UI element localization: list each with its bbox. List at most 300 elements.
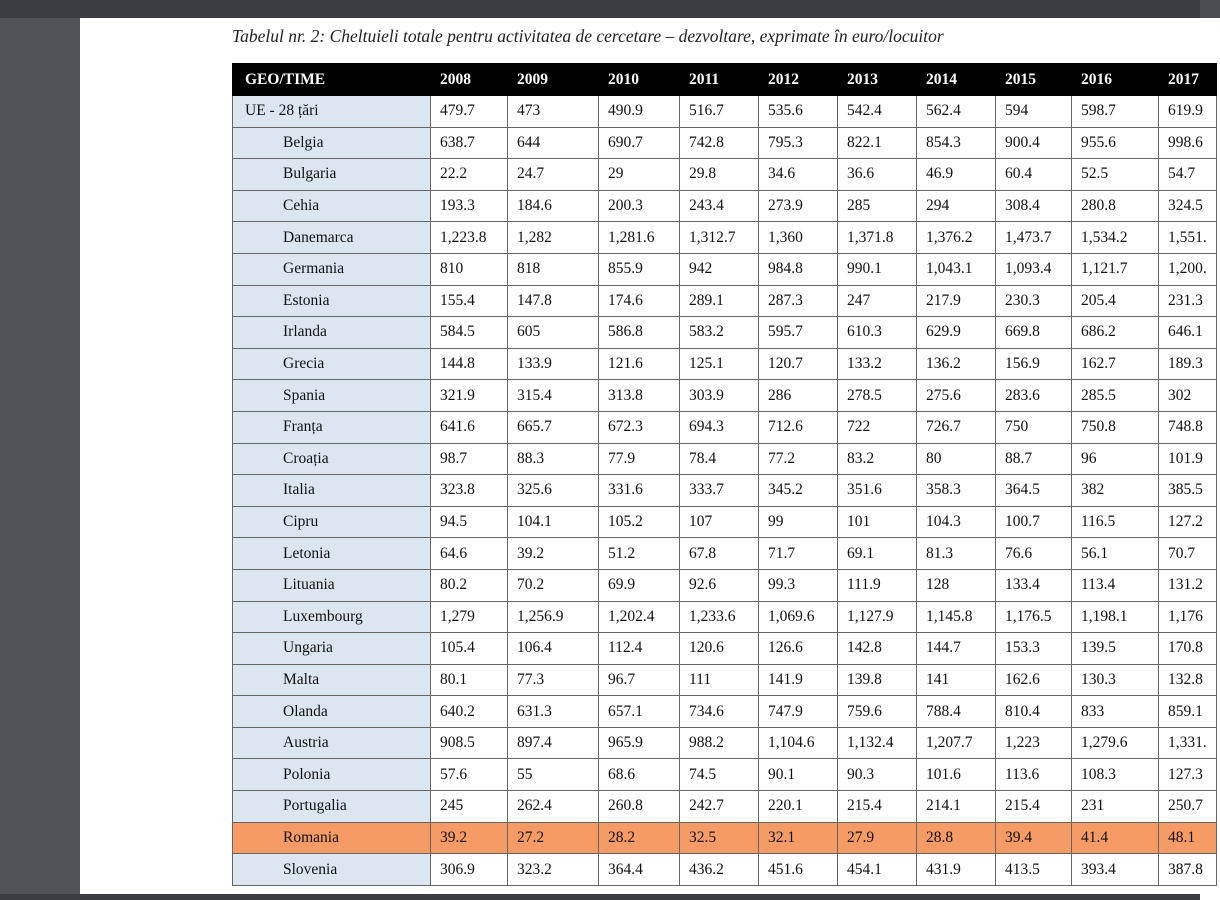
value-cell: 29 (599, 159, 680, 191)
value-cell: 99.3 (759, 569, 838, 601)
value-cell: 141 (917, 664, 996, 696)
header-year: 2013 (838, 64, 917, 96)
value-cell: 285.5 (1072, 380, 1159, 412)
value-cell: 60.4 (996, 159, 1072, 191)
value-cell: 351.6 (838, 475, 917, 507)
header-year: 2008 (431, 64, 508, 96)
value-cell: 516.7 (680, 96, 759, 128)
table-row (233, 253, 1217, 285)
value-cell: 586.8 (599, 317, 680, 349)
value-cell: 139.5 (1072, 633, 1159, 665)
value-cell: 155.4 (431, 285, 508, 317)
value-cell: 96 (1072, 443, 1159, 475)
value-cell: 247 (838, 285, 917, 317)
value-cell: 750.8 (1072, 411, 1159, 443)
value-cell: 385.5 (1159, 475, 1217, 507)
value-cell: 854.3 (917, 127, 996, 159)
country-cell: Cipru (233, 506, 431, 538)
value-cell: 1,223.8 (431, 222, 508, 254)
value-cell: 333.7 (680, 475, 759, 507)
value-cell: 90.1 (759, 759, 838, 791)
value-cell: 120.6 (680, 633, 759, 665)
table-row (233, 822, 1217, 854)
country-cell: Bulgaria (233, 159, 431, 191)
country-cell: Portugalia (233, 791, 431, 823)
value-cell: 387.8 (1159, 854, 1217, 886)
value-cell: 345.2 (759, 475, 838, 507)
value-cell: 153.3 (996, 633, 1072, 665)
value-cell: 1,312.7 (680, 222, 759, 254)
value-cell: 245 (431, 791, 508, 823)
value-cell: 1,551. (1159, 222, 1217, 254)
value-cell: 908.5 (431, 727, 508, 759)
value-cell: 24.7 (508, 159, 599, 191)
value-cell: 822.1 (838, 127, 917, 159)
value-cell: 121.6 (599, 348, 680, 380)
value-cell: 1,282 (508, 222, 599, 254)
value-cell: 473 (508, 96, 599, 128)
table-body (233, 96, 1217, 886)
country-cell: Estonia (233, 285, 431, 317)
value-cell: 722 (838, 411, 917, 443)
value-cell: 583.2 (680, 317, 759, 349)
value-cell: 562.4 (917, 96, 996, 128)
value-cell: 382 (1072, 475, 1159, 507)
value-cell: 57.6 (431, 759, 508, 791)
country-cell: Irlanda (233, 317, 431, 349)
viewer-toolbar (0, 0, 1200, 18)
value-cell: 96.7 (599, 664, 680, 696)
value-cell: 105.2 (599, 506, 680, 538)
value-cell: 125.1 (680, 348, 759, 380)
value-cell: 1,256.9 (508, 601, 599, 633)
table-row (233, 601, 1217, 633)
value-cell: 669.8 (996, 317, 1072, 349)
value-cell: 990.1 (838, 253, 917, 285)
value-cell: 726.7 (917, 411, 996, 443)
table-row (233, 696, 1217, 728)
value-cell: 795.3 (759, 127, 838, 159)
value-cell: 128 (917, 569, 996, 601)
value-cell: 28.2 (599, 822, 680, 854)
header-year: 2015 (996, 64, 1072, 96)
value-cell: 984.8 (759, 253, 838, 285)
value-cell: 358.3 (917, 475, 996, 507)
header-year: 2014 (917, 64, 996, 96)
value-cell: 280.8 (1072, 190, 1159, 222)
country-cell: Olanda (233, 696, 431, 728)
value-cell: 83.2 (838, 443, 917, 475)
value-cell: 955.6 (1072, 127, 1159, 159)
value-cell: 393.4 (1072, 854, 1159, 886)
value-cell: 644 (508, 127, 599, 159)
value-cell: 734.6 (680, 696, 759, 728)
value-cell: 230.3 (996, 285, 1072, 317)
value-cell: 108.3 (1072, 759, 1159, 791)
value-cell: 242.7 (680, 791, 759, 823)
value-cell: 127.3 (1159, 759, 1217, 791)
value-cell: 81.3 (917, 538, 996, 570)
country-cell: Danemarca (233, 222, 431, 254)
table-row (233, 569, 1217, 601)
value-cell: 215.4 (996, 791, 1072, 823)
value-cell: 174.6 (599, 285, 680, 317)
value-cell: 289.1 (680, 285, 759, 317)
value-cell: 113.4 (1072, 569, 1159, 601)
value-cell: 810.4 (996, 696, 1072, 728)
value-cell: 742.8 (680, 127, 759, 159)
value-cell: 364.4 (599, 854, 680, 886)
value-cell: 942 (680, 253, 759, 285)
value-cell: 189.3 (1159, 348, 1217, 380)
value-cell: 535.6 (759, 96, 838, 128)
value-cell: 52.5 (1072, 159, 1159, 191)
value-cell: 88.3 (508, 443, 599, 475)
value-cell: 231 (1072, 791, 1159, 823)
value-cell: 113.6 (996, 759, 1072, 791)
value-cell: 136.2 (917, 348, 996, 380)
value-cell: 1,473.7 (996, 222, 1072, 254)
table-caption: Tabelul nr. 2: Cheltuieli totale pentru activitatea de cercetare – dezvoltare, exprimate în euro/locuitor (232, 26, 944, 46)
value-cell: 364.5 (996, 475, 1072, 507)
value-cell: 686.2 (1072, 317, 1159, 349)
viewer-bottom-bar (0, 894, 1200, 900)
value-cell: 193.3 (431, 190, 508, 222)
value-cell: 965.9 (599, 727, 680, 759)
value-cell: 479.7 (431, 96, 508, 128)
value-cell: 111.9 (838, 569, 917, 601)
value-cell: 657.1 (599, 696, 680, 728)
value-cell: 1,200. (1159, 253, 1217, 285)
value-cell: 80.2 (431, 569, 508, 601)
country-cell: Belgia (233, 127, 431, 159)
value-cell: 32.1 (759, 822, 838, 854)
value-cell: 101.9 (1159, 443, 1217, 475)
value-cell: 1,223 (996, 727, 1072, 759)
table-row (233, 633, 1217, 665)
table-row (233, 538, 1217, 570)
value-cell: 595.7 (759, 317, 838, 349)
value-cell: 139.8 (838, 664, 917, 696)
value-cell: 131.2 (1159, 569, 1217, 601)
country-cell: Germania (233, 253, 431, 285)
value-cell: 542.4 (838, 96, 917, 128)
value-cell: 69.1 (838, 538, 917, 570)
value-cell: 897.4 (508, 727, 599, 759)
value-cell: 36.6 (838, 159, 917, 191)
value-cell: 1,279 (431, 601, 508, 633)
table-row (233, 380, 1217, 412)
table-row (233, 127, 1217, 159)
country-cell: Luxembourg (233, 601, 431, 633)
value-cell: 147.8 (508, 285, 599, 317)
value-cell: 594 (996, 96, 1072, 128)
value-cell: 34.6 (759, 159, 838, 191)
value-cell: 324.5 (1159, 190, 1217, 222)
value-cell: 1,043.1 (917, 253, 996, 285)
value-cell: 55 (508, 759, 599, 791)
value-cell: 162.6 (996, 664, 1072, 696)
country-cell: Polonia (233, 759, 431, 791)
value-cell: 200.3 (599, 190, 680, 222)
country-cell: Lituania (233, 569, 431, 601)
value-cell: 262.4 (508, 791, 599, 823)
value-cell: 285 (838, 190, 917, 222)
value-cell: 748.8 (1159, 411, 1217, 443)
value-cell: 1,132.4 (838, 727, 917, 759)
value-cell: 619.9 (1159, 96, 1217, 128)
table-row (233, 443, 1217, 475)
value-cell: 51.2 (599, 538, 680, 570)
value-cell: 92.6 (680, 569, 759, 601)
value-cell: 144.7 (917, 633, 996, 665)
value-cell: 1,279.6 (1072, 727, 1159, 759)
value-cell: 101.6 (917, 759, 996, 791)
value-cell: 641.6 (431, 411, 508, 443)
value-cell: 712.6 (759, 411, 838, 443)
value-cell: 286 (759, 380, 838, 412)
header-year: 2016 (1072, 64, 1159, 96)
value-cell: 98.7 (431, 443, 508, 475)
value-cell: 431.9 (917, 854, 996, 886)
value-cell: 107 (680, 506, 759, 538)
value-cell: 294 (917, 190, 996, 222)
value-cell: 1,104.6 (759, 727, 838, 759)
value-cell: 598.7 (1072, 96, 1159, 128)
value-cell: 1,534.2 (1072, 222, 1159, 254)
table-row (233, 854, 1217, 886)
country-cell: Croația (233, 443, 431, 475)
value-cell: 988.2 (680, 727, 759, 759)
value-cell: 133.4 (996, 569, 1072, 601)
value-cell: 308.4 (996, 190, 1072, 222)
value-cell: 323.2 (508, 854, 599, 886)
country-cell: Malta (233, 664, 431, 696)
value-cell: 46.9 (917, 159, 996, 191)
value-cell: 629.9 (917, 317, 996, 349)
value-cell: 220.1 (759, 791, 838, 823)
value-cell: 133.9 (508, 348, 599, 380)
value-cell: 104.3 (917, 506, 996, 538)
value-cell: 217.9 (917, 285, 996, 317)
value-cell: 78.4 (680, 443, 759, 475)
country-cell: Romania (233, 822, 431, 854)
value-cell: 132.8 (1159, 664, 1217, 696)
value-cell: 99 (759, 506, 838, 538)
value-cell: 27.9 (838, 822, 917, 854)
value-cell: 71.7 (759, 538, 838, 570)
value-cell: 127.2 (1159, 506, 1217, 538)
value-cell: 29.8 (680, 159, 759, 191)
value-cell: 631.3 (508, 696, 599, 728)
value-cell: 1,176.5 (996, 601, 1072, 633)
value-cell: 451.6 (759, 854, 838, 886)
value-cell: 275.6 (917, 380, 996, 412)
table-row (233, 664, 1217, 696)
value-cell: 1,069.6 (759, 601, 838, 633)
expenditure-table (232, 63, 1217, 886)
value-cell: 638.7 (431, 127, 508, 159)
value-cell: 28.8 (917, 822, 996, 854)
value-cell: 77.9 (599, 443, 680, 475)
header-year: 2012 (759, 64, 838, 96)
value-cell: 287.3 (759, 285, 838, 317)
value-cell: 694.3 (680, 411, 759, 443)
value-cell: 133.2 (838, 348, 917, 380)
value-cell: 130.3 (1072, 664, 1159, 696)
value-cell: 325.6 (508, 475, 599, 507)
value-cell: 70.2 (508, 569, 599, 601)
header-year: 2011 (680, 64, 759, 96)
table-row (233, 190, 1217, 222)
value-cell: 759.6 (838, 696, 917, 728)
value-cell: 303.9 (680, 380, 759, 412)
value-cell: 278.5 (838, 380, 917, 412)
value-cell: 413.5 (996, 854, 1072, 886)
value-cell: 818 (508, 253, 599, 285)
value-cell: 120.7 (759, 348, 838, 380)
value-cell: 1,376.2 (917, 222, 996, 254)
value-cell: 112.4 (599, 633, 680, 665)
value-cell: 80 (917, 443, 996, 475)
value-cell: 39.2 (431, 822, 508, 854)
value-cell: 690.7 (599, 127, 680, 159)
value-cell: 788.4 (917, 696, 996, 728)
value-cell: 54.7 (1159, 159, 1217, 191)
value-cell: 436.2 (680, 854, 759, 886)
value-cell: 810 (431, 253, 508, 285)
value-cell: 80.1 (431, 664, 508, 696)
header-year: 2017 (1159, 64, 1217, 96)
value-cell: 94.5 (431, 506, 508, 538)
value-cell: 77.2 (759, 443, 838, 475)
value-cell: 665.7 (508, 411, 599, 443)
value-cell: 68.6 (599, 759, 680, 791)
country-cell: Italia (233, 475, 431, 507)
country-cell: Letonia (233, 538, 431, 570)
value-cell: 260.8 (599, 791, 680, 823)
country-cell: Grecia (233, 348, 431, 380)
value-cell: 116.5 (1072, 506, 1159, 538)
value-cell: 41.4 (1072, 822, 1159, 854)
value-cell: 48.1 (1159, 822, 1217, 854)
value-cell: 1,281.6 (599, 222, 680, 254)
value-cell: 323.8 (431, 475, 508, 507)
value-cell: 142.8 (838, 633, 917, 665)
value-cell: 243.4 (680, 190, 759, 222)
value-cell: 750 (996, 411, 1072, 443)
value-cell: 1,331. (1159, 727, 1217, 759)
header-year: 2010 (599, 64, 680, 96)
value-cell: 156.9 (996, 348, 1072, 380)
value-cell: 141.9 (759, 664, 838, 696)
value-cell: 283.6 (996, 380, 1072, 412)
country-cell: Ungaria (233, 633, 431, 665)
value-cell: 454.1 (838, 854, 917, 886)
value-cell: 306.9 (431, 854, 508, 886)
table-row (233, 159, 1217, 191)
value-cell: 1,371.8 (838, 222, 917, 254)
country-cell: Austria (233, 727, 431, 759)
table-header-row (233, 64, 1217, 96)
value-cell: 1,360 (759, 222, 838, 254)
table-row (233, 727, 1217, 759)
value-cell: 69.9 (599, 569, 680, 601)
table-row (233, 285, 1217, 317)
value-cell: 32.5 (680, 822, 759, 854)
value-cell: 1,207.7 (917, 727, 996, 759)
value-cell: 610.3 (838, 317, 917, 349)
table-row (233, 475, 1217, 507)
country-cell: Spania (233, 380, 431, 412)
value-cell: 747.9 (759, 696, 838, 728)
value-cell: 584.5 (431, 317, 508, 349)
value-cell: 70.7 (1159, 538, 1217, 570)
value-cell: 605 (508, 317, 599, 349)
table-row (233, 317, 1217, 349)
value-cell: 833 (1072, 696, 1159, 728)
value-cell: 170.8 (1159, 633, 1217, 665)
table-row (233, 348, 1217, 380)
value-cell: 1,145.8 (917, 601, 996, 633)
value-cell: 672.3 (599, 411, 680, 443)
value-cell: 490.9 (599, 96, 680, 128)
header-geo-time: GEO/TIME (233, 64, 431, 96)
value-cell: 101 (838, 506, 917, 538)
value-cell: 900.4 (996, 127, 1072, 159)
value-cell: 855.9 (599, 253, 680, 285)
table-row (233, 222, 1217, 254)
value-cell: 100.7 (996, 506, 1072, 538)
value-cell: 162.7 (1072, 348, 1159, 380)
value-cell: 39.2 (508, 538, 599, 570)
value-cell: 315.4 (508, 380, 599, 412)
value-cell: 105.4 (431, 633, 508, 665)
value-cell: 231.3 (1159, 285, 1217, 317)
value-cell: 106.4 (508, 633, 599, 665)
value-cell: 640.2 (431, 696, 508, 728)
document-page (80, 18, 1220, 900)
value-cell: 313.8 (599, 380, 680, 412)
value-cell: 184.6 (508, 190, 599, 222)
value-cell: 250.7 (1159, 791, 1217, 823)
table-row (233, 506, 1217, 538)
value-cell: 1,233.6 (680, 601, 759, 633)
value-cell: 998.6 (1159, 127, 1217, 159)
value-cell: 646.1 (1159, 317, 1217, 349)
value-cell: 1,202.4 (599, 601, 680, 633)
table-row (233, 759, 1217, 791)
value-cell: 1,176 (1159, 601, 1217, 633)
table-row (233, 411, 1217, 443)
value-cell: 90.3 (838, 759, 917, 791)
value-cell: 205.4 (1072, 285, 1159, 317)
value-cell: 1,093.4 (996, 253, 1072, 285)
value-cell: 331.6 (599, 475, 680, 507)
value-cell: 859.1 (1159, 696, 1217, 728)
value-cell: 104.1 (508, 506, 599, 538)
value-cell: 64.6 (431, 538, 508, 570)
table-row (233, 791, 1217, 823)
value-cell: 321.9 (431, 380, 508, 412)
value-cell: 56.1 (1072, 538, 1159, 570)
header-year: 2009 (508, 64, 599, 96)
table-row (233, 96, 1217, 128)
value-cell: 302 (1159, 380, 1217, 412)
value-cell: 22.2 (431, 159, 508, 191)
value-cell: 273.9 (759, 190, 838, 222)
country-cell: Slovenia (233, 854, 431, 886)
